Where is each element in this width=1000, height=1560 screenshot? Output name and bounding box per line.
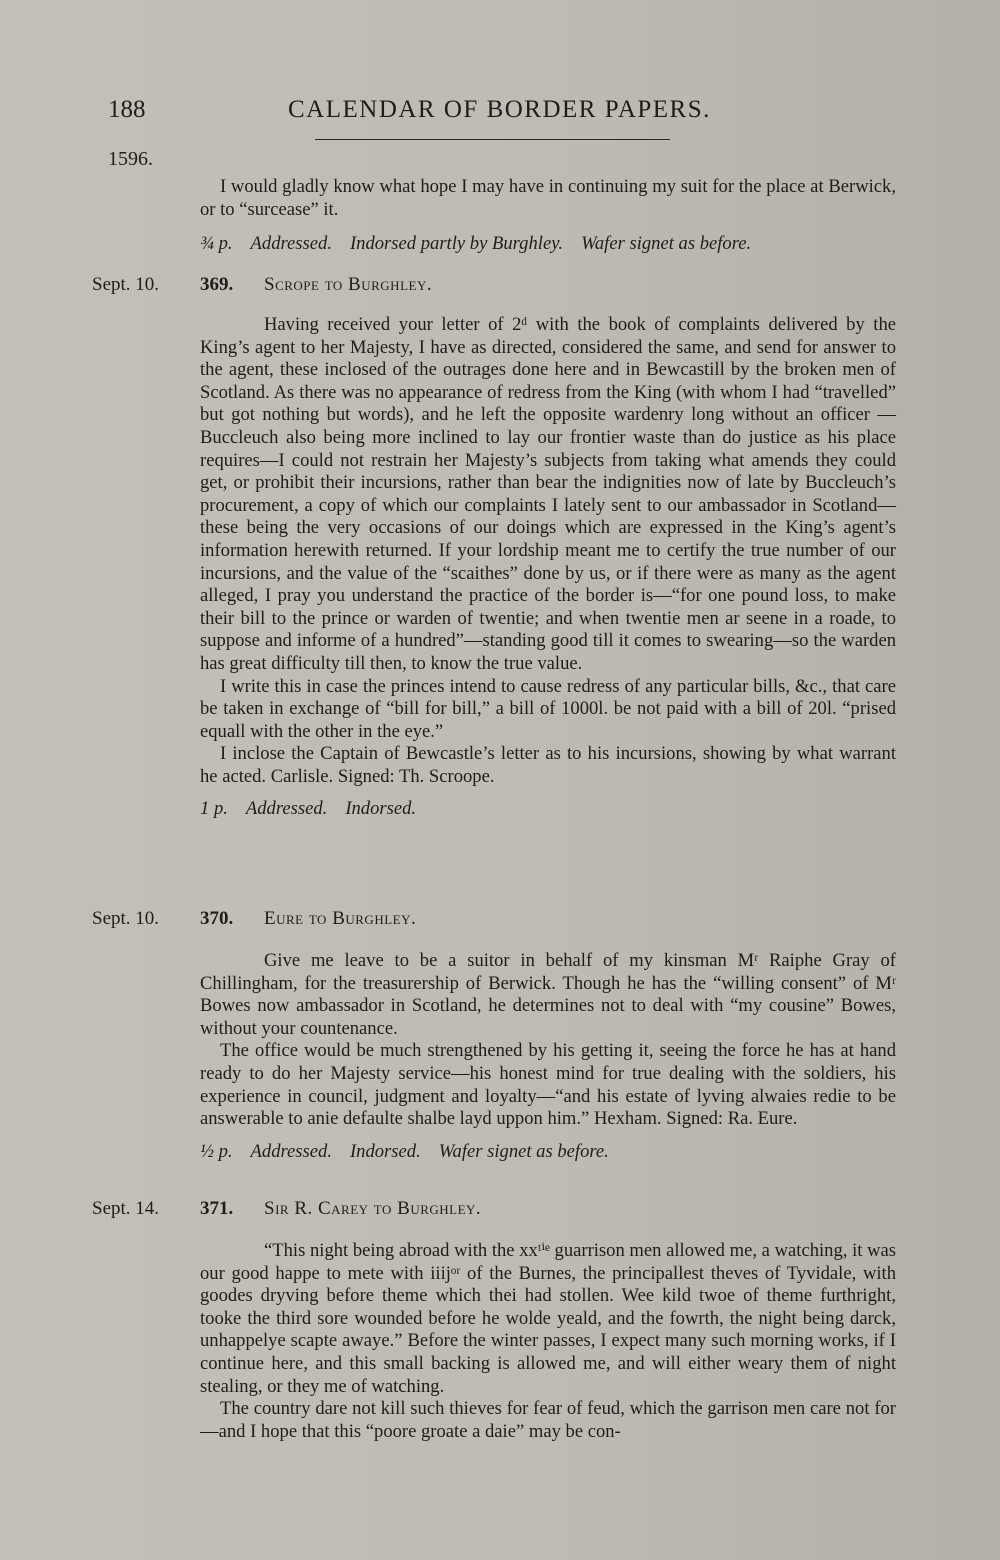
entry-369-note (200, 798, 896, 821)
running-title: CALENDAR OF BORDER PAPERS. (288, 96, 711, 123)
entry-paragraph: Having received your letter of 2ᵈ with the book of complaints delivered by the King’s agent to her Majesty, I have as directed, considered the same, and send for answer to the agent, these inclosed of the outrages done here and in Bewcastill by the broken men of Scotland. As there was no appearance of redress from the King (with whom I had “travelled” but got nothing but words), and he left the opposite wardenry long without an officer —Buccleuch also being more inclined to lay our frontier waste than do justice as his place requires—I could not restrain her Majesty’s subjects from taking what amends they could get, or prohibit their incursions, rather than bear the indignities now of late by Buccleuch’s procurement, a copy of which our complaints I lately sent to our ambassador in Scotland—these being the very occasions of our doings which are expressed in the King’s agent’s information herewith returned. If your lordship meant me to certify the true number of our incursions, and the value of the “scaithes” done by us, or if there were as many as the agent alleged, I pray you understand the practice of the border is—“for one pound loss, to make their bill to the prince or warden of twentie; and when twentie men ar seene in a roade, to suppose and informe of a hundred”—standing good till it comes to swearing—so the warden has great difficulty till then, to know the true value. (200, 314, 896, 674)
entry-date: Sept. 14. (92, 1198, 160, 1219)
intro-block (200, 176, 896, 256)
entry-370-heading (92, 908, 892, 934)
note-size: ½ p. (200, 1140, 233, 1162)
entry-369-body (200, 314, 896, 821)
intro-note (200, 233, 896, 256)
intro-paragraph: I would gladly know what hope I may have in continuing my suit for the place at Berwick, or to “surcease” it. (200, 176, 896, 220)
note-addressed: Addressed. (245, 798, 328, 820)
note-indorsed: Indorsed. (345, 798, 417, 820)
entry-paragraph: “This night being abroad with the xxᵗⁱᵉ guarrison men allowed me, a watching, it was our good happe to mete with iiijᵒʳ of the Burnes, the principallest theves of Tyvidale, with goodes dryving before theme which thei had stollen. Wee kild twoe of theme furthright, tooke the third sore wounded before he wolde yeald, and the fowrth, the night being darck, unhappelye scapte awaye.” Before the winter passes, I expect many such morning works, if I continue here, and this small backing is allowed me, and will either weary them of night stealing, or they me of watching. (200, 1240, 896, 1397)
note-addressed: Addressed. (250, 1140, 332, 1162)
note-indorsed: Indorsed partly by Burghley. (349, 233, 564, 255)
entry-title: Eure to Burghley. (264, 908, 417, 929)
entry-number: 371. (200, 1198, 234, 1219)
note-seal: Wafer signet as before. (438, 1140, 609, 1162)
entry-title: Scrope to Burghley. (264, 274, 433, 295)
entry-371-body (200, 1240, 896, 1443)
entry-paragraph: I inclose the Captain of Bewcastle’s letter as to his incursions, showing by what warrant he acted. Carlisle. Signed: Th. Scroope. (200, 743, 896, 787)
note-size: ¾ p. (200, 233, 233, 255)
page-header (108, 96, 908, 136)
entry-date: Sept. 10. (92, 908, 160, 929)
entry-number: 369. (200, 274, 234, 295)
page-number: 188 (108, 96, 146, 123)
entry-370-note (200, 1141, 896, 1164)
entry-370-body (200, 950, 896, 1163)
note-addressed: Addressed. (250, 233, 332, 255)
note-indorsed: Indorsed. (349, 1140, 421, 1162)
entry-date: Sept. 10. (92, 274, 160, 295)
year-label: 1596. (108, 148, 153, 170)
entry-paragraph: Give me leave to be a suitor in behalf of my kinsman Mʳ Raiphe Gray of Chillingham, for the treasurership of Berwick. Though he has the “willing consent” of Mʳ Bowes now ambassador in Scotland, he determines not to deal with “my cousine” Bowes, without your countenance. (200, 950, 896, 1039)
note-seal: Wafer signet as before. (581, 233, 752, 255)
entry-paragraph: I write this in case the princes intend to cause redress of any particular bills, &c., that care be taken in exchange of “bill for bill,” a bill of 1000l. be not paid with a bill of 20l. “prised equall with the other in the eye.” (200, 675, 896, 742)
entry-paragraph: The office would be much strengthened by his getting it, seeing the force he has at hand ready to do her Majesty service—his honest mind for true dealing with the soldiers, his experience in council, judgment and loyalty—“and his estate of lyving alwaies redie to be answerable to anie defaulte shalbe layd uppon him.” Hexham. Signed: Ra. Eure. (200, 1040, 896, 1130)
header-rule (315, 139, 670, 140)
entry-paragraph: The country dare not kill such thieves for fear of feud, which the garrison men care not for—and I hope that this “poore groate a daie” may be con- (200, 1398, 896, 1442)
note-size: 1 p. (200, 798, 228, 820)
entry-number: 370. (200, 908, 234, 929)
entry-title: Sir R. Carey to Burghley. (264, 1198, 482, 1219)
entry-369-heading (92, 274, 892, 300)
entry-371-heading (92, 1198, 892, 1224)
